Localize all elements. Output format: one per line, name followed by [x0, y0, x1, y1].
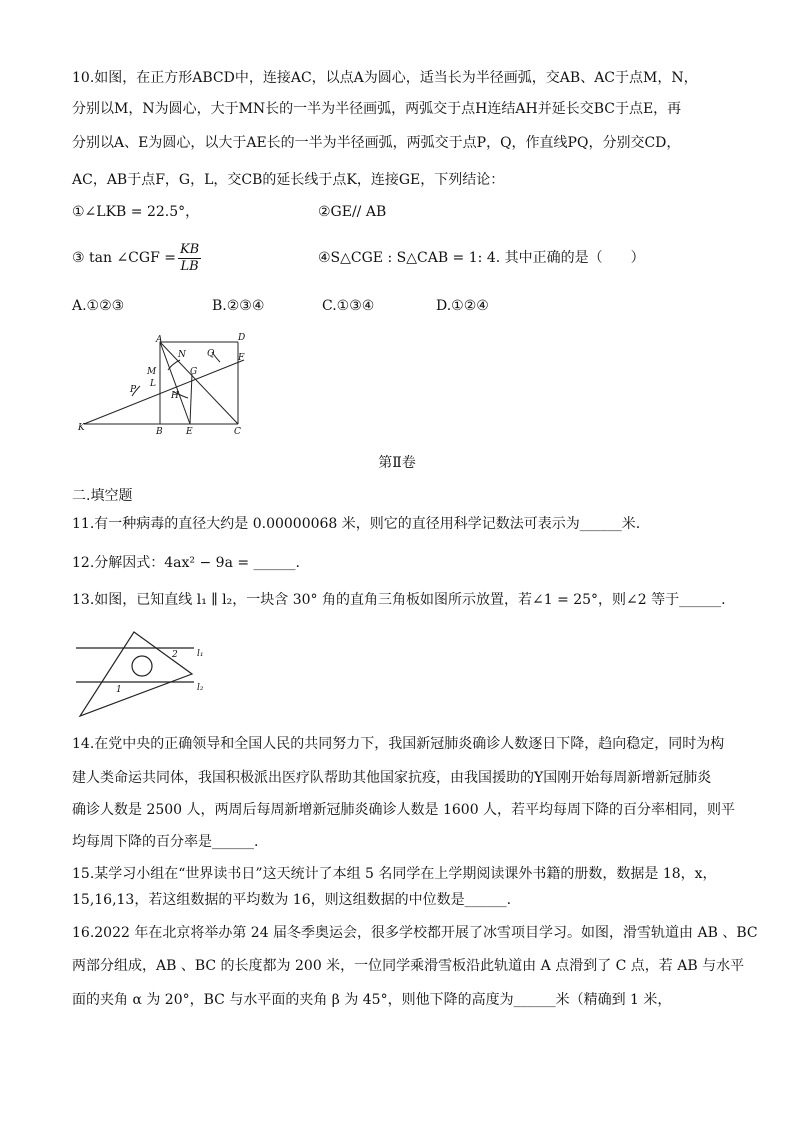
- fraction-numerator: KB: [179, 241, 200, 257]
- figure-label: F: [238, 353, 245, 363]
- q10-conclusion-3-fraction: [178, 242, 201, 275]
- angle-label-1: 1: [116, 685, 122, 695]
- q16-line-1: 16.2022 年在北京将举办第 24 届冬季奥运会，很多学校都开展了冰雪项目学习。如图，滑雪轨道由 AB 、BC: [72, 925, 758, 941]
- q10-line-4: AC，AB于点F，G，L，交CB的延长线于点K，连接GE，下列结论：: [72, 172, 505, 188]
- q10-conclusion-3-prefix: ③ tan ∠CGF =: [72, 250, 176, 266]
- figure-label: M: [147, 367, 157, 377]
- figure-label: G: [190, 367, 198, 377]
- figure-label: L: [150, 379, 156, 389]
- section-title: 第Ⅱ卷: [378, 455, 416, 471]
- figure-label: A: [156, 335, 163, 345]
- line-label-l2: l₂: [197, 683, 204, 693]
- q10-conclusion-4: ④S△CGE : S△CAB = 1: 4. 其中正确的是（ ）: [318, 250, 645, 266]
- figure-label: C: [234, 427, 241, 435]
- q10-option-d: D.①②④: [436, 298, 489, 314]
- q10-option-c: C.①③④: [322, 298, 375, 314]
- q10-line-3: 分别以A、E为圆心，以大于AE长的一半为半径画弧，两弧交于点P，Q，作直线PQ，分别交CD，: [72, 135, 681, 151]
- q16-line-3: 面的夹角 α 为 20°，BC 与水平面的夹角 β 为 45°，则他下降的高度为______米（精确到 1 米，: [72, 992, 672, 1008]
- figure-label: D: [238, 333, 246, 343]
- line-label-l1: l₁: [197, 649, 204, 659]
- part-title: 二.填空题: [72, 488, 133, 504]
- q10-line-2: 分别以M，N为圆心，大于MN长的一半为半径画弧，两弧交于点H连结AH并延长交BC于点E，再: [72, 101, 682, 117]
- q10-option-b: B.②③④: [212, 298, 265, 314]
- q14-line-4: 均每周下降的百分率是______.: [72, 834, 259, 850]
- figure-label: B: [156, 427, 163, 435]
- q10-option-a: A.①②③: [72, 298, 125, 314]
- question-13: 13.如图，已知直线 l₁ ∥ l₂，一块含 30° 角的直角三角板如图所示放置，若∠1 = 25°，则∠2 等于______.: [72, 592, 726, 608]
- figure-label: K: [78, 423, 85, 433]
- q10-conclusion-1: ①∠LKB = 22.5°，: [72, 204, 200, 220]
- q13-triangle-figure: [72, 626, 222, 722]
- angle-label-2: 2: [172, 650, 178, 660]
- question-12: 12.分解因式：4ax² − 9a = ______.: [72, 555, 300, 571]
- figure-label: H: [171, 391, 179, 401]
- q14-line-1: 14.在党中央的正确领导和全国人民的共同努力下，我国新冠肺炎确诊人数逐日下降，趋向稳定，同时为构: [72, 736, 725, 752]
- fraction-denominator: LB: [180, 258, 199, 274]
- figure-label: N: [178, 350, 186, 360]
- figure-label: Q: [207, 349, 215, 359]
- q15-line-2: 15,16,13，若这组数据的平均数为 16，则这组数据的中位数是______.: [72, 892, 512, 908]
- q10-line-1: 10.如图，在正方形ABCD中，连接AC，以点A为圆心，适当长为半径画弧，交AB、AC于点M，N，: [72, 70, 698, 86]
- q10-geometry-figure: [72, 330, 262, 435]
- q15-line-1: 15.某学习小组在“世界读书日”这天统计了本组 5 名同学在上学期阅读课外书籍的册数，数据是 18，x，: [72, 866, 717, 882]
- q10-conclusion-3: [72, 238, 203, 278]
- q14-line-3: 确诊人数是 2500 人，两周后每周新增新冠肺炎确诊人数是 1600 人，若平均每周下降的百分率相同，则平: [72, 802, 736, 818]
- figure-label: P: [130, 385, 137, 395]
- figure-label: E: [186, 427, 193, 435]
- q10-conclusion-2: ②GE// AB: [318, 204, 387, 220]
- q16-line-2: 两部分组成，AB 、BC 的长度都为 200 米，一位同学乘滑雪板沿此轨道由 A 点滑到了 C 点，若 AB 与水平: [72, 958, 745, 974]
- question-11: 11.有一种病毒的直径大约是 0.00000068 米，则它的直径用科学记数法可表示为______米.: [72, 516, 641, 532]
- q14-line-2: 建人类命运共同体，我国积极派出医疗队帮助其他国家抗疫，由我国援助的Y国刚开始每周新增新冠肺炎: [72, 770, 712, 786]
